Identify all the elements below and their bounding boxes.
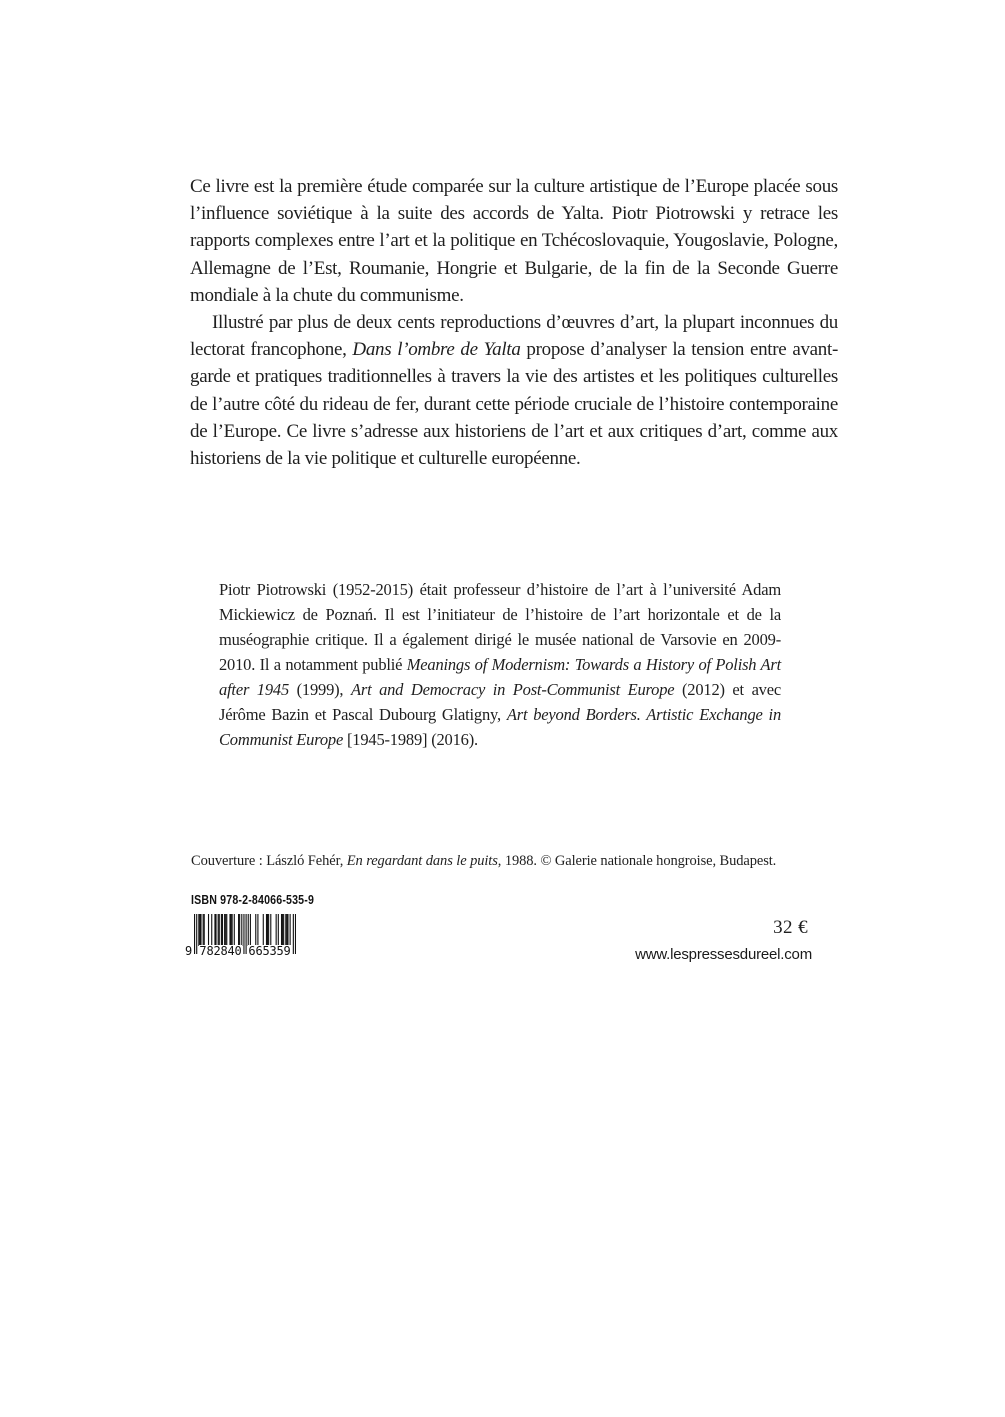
- bio-text-1: Piotr Piotrowski (1952-2015) était professeur d’histoire de l’art à l’université Adam Mickiewicz de Poznań. Il est l’initiateur de l’histoire de l’art horizontale et de la muséographie critique. Il a également dirigé le musée national de Varsovie en 2009-2010. Il a notamment publié: [219, 580, 781, 674]
- ean13-barcode: [184, 914, 296, 960]
- bio-text-4: [1945-1989] (2016).: [343, 730, 478, 749]
- author-bio-paragraph: [219, 577, 781, 752]
- credit-artwork-title: En regardant dans le puits: [346, 853, 498, 869]
- bio-work-title-2: Art and Democracy in Post-Communist Europe: [350, 680, 675, 699]
- credit-text-start: Couverture : László Fehér,: [191, 853, 347, 869]
- bio-work-title-1: Meanings of Modernism: Towards a History of Polish Art after 1945: [219, 655, 782, 699]
- barcode-digits-left: 782840: [199, 944, 242, 958]
- synopsis-paragraph-2-text-start: Illustré par plus de deux cents reproductions d’œuvres d’art, la plupart inconnues du lectorat francophone,: [190, 312, 838, 361]
- cover-credit-line: [191, 853, 776, 870]
- isbn-label: ISBN 978-2-84066-535-9: [191, 893, 315, 907]
- book-title-italic: Dans l’ombre de Yalta: [352, 339, 521, 361]
- bio-text-2: (1999),: [289, 680, 351, 699]
- barcode-digits-right: 665359: [248, 944, 291, 958]
- price: 32 €: [773, 917, 808, 938]
- synopsis-paragraph-2-text-end: propose d’analyser la tension entre avant-garde et pratiques traditionnelles à travers la vie des artistes et les politiques culturelles de l’autre côté du rideau de fer, durant cette période cruciale de l’histoire contemporaine de l’Europe. Ce livre s’adresse aux historiens de l’art et aux critiques d’art, comme aux historiens de la vie politique et culturelle européenne.: [190, 339, 838, 470]
- bio-work-title-3: Art beyond Borders. Artistic Exchange in Communist Europe: [219, 705, 781, 749]
- bio-text-3: (2012) et avec Jérôme Bazin et Pascal Dubourg Glatigny,: [219, 680, 781, 724]
- price-website-block: [635, 917, 812, 964]
- barcode-lead-digit: 9: [184, 944, 193, 958]
- synopsis-block: [190, 173, 838, 472]
- synopsis-paragraph-2: [190, 309, 838, 472]
- synopsis-paragraph-1: Ce livre est la première étude comparée sur la culture artistique de l’Europe placée sous l’influence soviétique à la suite des accords de Yalta. Piotr Piotrowski y retrace les rapports complexes entre l’art et la politique en Tchécoslovaquie, Yougoslavie, Pologne, Allemagne de l’Est, Roumanie, Hongrie et Bulgarie, de la fin de la Seconde Guerre mondiale à la chute du communisme.: [190, 176, 838, 306]
- credit-text-end: , 1988. © Galerie nationale hongroise, Budapest.: [497, 853, 777, 869]
- author-bio-block: [219, 577, 781, 752]
- publisher-website: www.lespressesdureel.com: [635, 946, 812, 963]
